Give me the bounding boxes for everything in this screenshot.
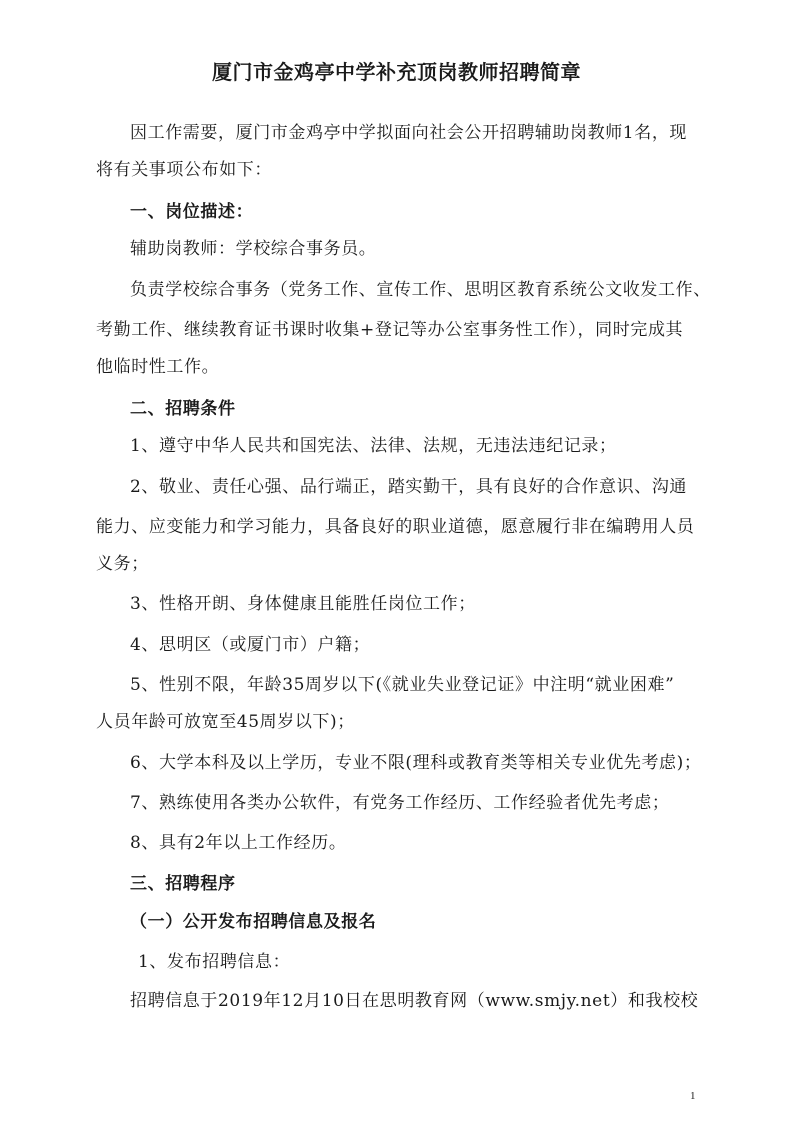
list-item: 4、思明区（或厦门市）户籍；: [130, 635, 371, 655]
list-item: 8、具有2年以上工作经历。: [130, 833, 347, 853]
list-item: 3、性格开朗、身体健康且能胜任岗位工作；: [130, 594, 476, 614]
document-title: 厦门市金鸡亭中学补充顶岗教师招聘简章: [212, 60, 581, 84]
subsection-heading: （一）公开发布招聘信息及报名: [130, 912, 377, 932]
list-item-continuation: 能力、应变能力和学习能力，具备良好的职业道德，愿意履行非在编聘用人员: [96, 517, 695, 537]
intro-paragraph-line: 将有关事项公布如下：: [96, 160, 272, 180]
paragraph-line: 1、发布招聘信息：: [138, 952, 291, 972]
list-item: 5、性别不限，年龄35周岁以下(《就业失业登记证》中注明“就业困难”: [130, 675, 675, 695]
list-item: 1、遵守中华人民共和国宪法、法律、法规，无违法违纪记录；: [130, 436, 617, 456]
section-heading-procedure: 三、招聘程序: [130, 874, 236, 894]
list-item-continuation: 义务；: [96, 554, 149, 574]
list-item: 6、大学本科及以上学历，专业不限(理科或教育类等相关专业优先考虑)；: [130, 753, 702, 773]
list-item: 7、熟练使用各类办公软件，有党务工作经历、工作经验者优先考虑；: [130, 793, 670, 813]
intro-paragraph-line: 因工作需要，厦门市金鸡亭中学拟面向社会公开招聘辅助岗教师1名，现: [130, 123, 688, 143]
section-heading-requirements: 二、招聘条件: [130, 399, 236, 419]
paragraph-line: 他临时性工作。: [96, 357, 220, 377]
page-number: 1: [690, 1090, 696, 1102]
paragraph-line: 负责学校综合事务（党务工作、宣传工作、思明区教育系统公文收发工作、: [130, 280, 711, 300]
paragraph-line: 招聘信息于2019年12月10日在思明教育网（www.smjy.net）和我校校: [130, 991, 699, 1011]
list-item-continuation: 人员年龄可放宽至45周岁以下)；: [96, 712, 355, 732]
paragraph-line: 辅助岗教师：学校综合事务员。: [130, 239, 377, 259]
list-item: 2、敬业、责任心强、品行端正，踏实勤干，具有良好的合作意识、沟通: [130, 477, 688, 497]
section-heading-position: 一、岗位描述：: [130, 202, 254, 222]
paragraph-line: 考勤工作、继续教育证书课时收集+登记等办公室事务性工作），同时完成其: [96, 320, 684, 340]
